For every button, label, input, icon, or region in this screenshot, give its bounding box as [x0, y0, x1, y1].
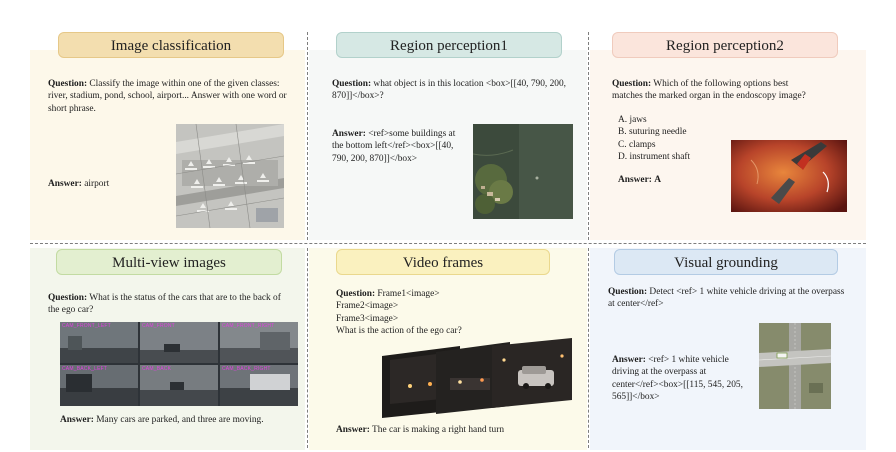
question-text [332, 78, 568, 103]
vertical-divider [307, 32, 308, 240]
camera-label: CAM_BACK_LEFT [62, 366, 108, 372]
option-d: D. instrument shaft [618, 152, 691, 163]
vertical-divider [307, 248, 308, 448]
camera-label: CAM_FRONT [142, 323, 175, 329]
aerial-region-image [473, 124, 573, 219]
multi-view-images-title: Multi-view images [56, 249, 282, 275]
question-body: Classify the image within one of the given classes: river, stadium, pond, school, airport... Answer with one word or short phrase. [48, 79, 287, 114]
answer-text [48, 178, 109, 190]
answer-label: Answer: [618, 175, 652, 185]
video-frames-title: Video frames [336, 249, 550, 275]
multi-view-camera-grid [60, 322, 298, 406]
region-perception2-title: Region perception2 [612, 32, 838, 58]
question-label: Question: [336, 289, 376, 299]
answer-body: Many cars are parked, and three are moving. [96, 415, 264, 425]
question-body: What is the status of the cars that are to the back of the ego car? [48, 293, 281, 316]
answer-body: <ref>some buildings at the bottom left</ref><box>[[40, 790, 200, 870]]</box> [332, 129, 456, 164]
answer-label: Answer: [60, 415, 94, 425]
question-body: Which of the following options best matches the marked organ in the endoscopy image? [612, 79, 806, 102]
answer-text [60, 414, 292, 426]
answer-text [612, 354, 750, 404]
question-body: Detect <ref> 1 white vehicle driving at the overpass at center</ref> [608, 287, 845, 310]
endoscopy-image [731, 140, 847, 212]
question-label: Question: [48, 293, 88, 303]
region-perception1-title: Region perception1 [336, 32, 562, 58]
answer-body: airport [84, 179, 110, 189]
vertical-divider [588, 248, 589, 448]
question-body: What is the action of the ego car? [336, 326, 462, 337]
answer-label: Answer: [332, 129, 366, 139]
answer-body: A [654, 175, 661, 185]
overpass-aerial-image [759, 323, 831, 409]
frame-line: Frame3<image> [336, 313, 399, 324]
answer-label: Answer: [612, 355, 646, 365]
camera-label: CAM_BACK_RIGHT [222, 366, 271, 372]
answer-text [332, 128, 468, 165]
question-label: Question: [608, 287, 648, 297]
option-b: B. suturing needle [618, 127, 687, 138]
answer-label: Answer: [336, 425, 370, 435]
image-classification-title: Image classification [58, 32, 284, 58]
answer-text [336, 424, 572, 436]
question-text [336, 288, 572, 338]
question-text [608, 286, 848, 311]
vertical-divider [588, 32, 589, 240]
answer-body: The car is making a right hand turn [372, 425, 505, 435]
answer-label: Answer: [48, 179, 82, 189]
video-frames-stack [380, 338, 574, 418]
options-list [618, 114, 738, 164]
question-body: what object is in this location <box>[[40, 790, 200, 870]]</box>? [332, 79, 567, 102]
frame-line: Frame1<image> [377, 289, 440, 299]
answer-text [618, 174, 661, 186]
camera-label: CAM_FRONT_RIGHT [222, 323, 275, 329]
question-text [48, 292, 288, 317]
option-c: C. clamps [618, 139, 656, 150]
question-label: Question: [332, 79, 372, 89]
frame-line: Frame2<image> [336, 301, 399, 312]
question-label: Question: [48, 79, 88, 89]
question-label: Question: [612, 79, 652, 89]
horizontal-divider [30, 243, 866, 244]
camera-label: CAM_BACK [142, 366, 172, 372]
question-text [612, 78, 812, 103]
airport-satellite-image [176, 124, 284, 228]
camera-label: CAM_FRONT_LEFT [62, 323, 111, 329]
question-text [48, 78, 288, 115]
visual-grounding-title: Visual grounding [614, 249, 838, 275]
option-a: A. jaws [618, 115, 647, 125]
answer-body: <ref> 1 white vehicle driving at the overpass at center</ref><box>[[115, 545, 205, 565]]</box> [612, 355, 743, 403]
